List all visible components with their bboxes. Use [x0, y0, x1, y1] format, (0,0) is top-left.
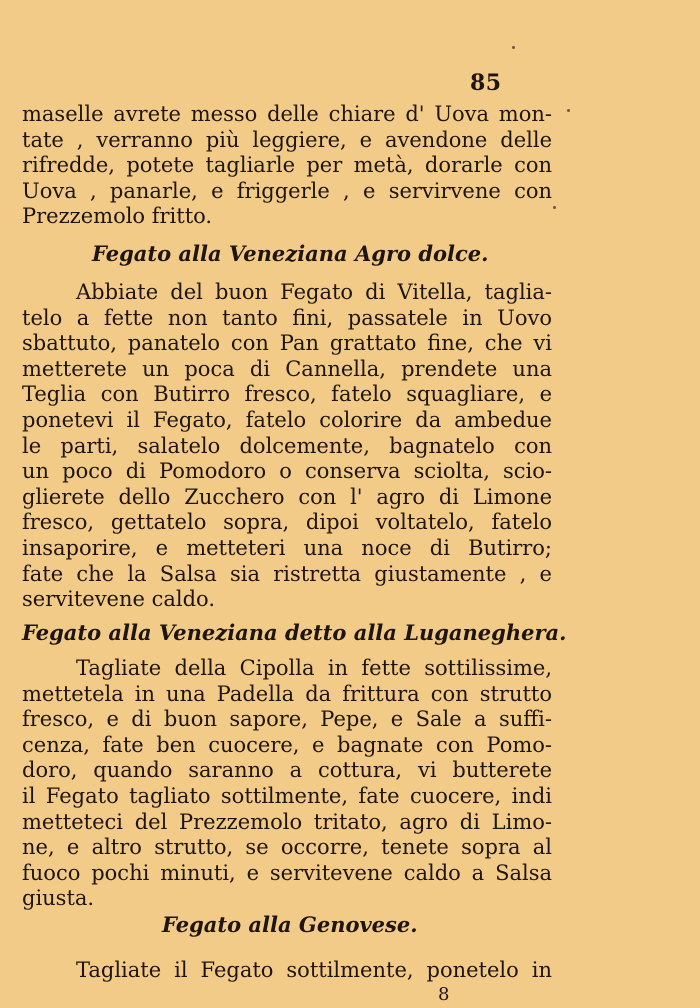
- text-line: ne, e altro strutto, se occorre, tenete sopra al: [22, 835, 552, 860]
- paper-speck: [567, 109, 570, 112]
- recipe-paragraph: [22, 656, 552, 912]
- text-line: Prezzemolo fritto.: [22, 204, 213, 229]
- text-line: Teglia con Butirro fresco, fatelo squagliare, e: [22, 382, 552, 407]
- text-line: giusta.: [22, 886, 95, 911]
- text-line: Tagliate il Fegato sottilmente, ponetelo in: [76, 958, 552, 982]
- text-line: fresco, gettatelo sopra, dipoi voltatelo, fatelo: [22, 510, 552, 535]
- paper-speck: [553, 206, 556, 209]
- text-line: fresco, e di buon sapore, Pepe, e Sale a suffi-: [22, 707, 552, 732]
- text-line: sbattuto, panatelo con Pan grattato fine, che vi: [22, 331, 552, 356]
- text-line: ponetevi il Fegato, fatelo colorire da ambedue: [22, 407, 552, 432]
- text-line: maselle avrete messo delle chiare d' Uova mon-: [22, 102, 552, 126]
- text-line: servitevene caldo.: [22, 587, 215, 612]
- recipe-paragraph: [22, 958, 552, 984]
- text-line: Uova , panarle, e friggerle , e servirvene con: [22, 178, 552, 203]
- paper-speck: [512, 46, 515, 49]
- text-line: insaporire, e metteteri una noce di Butirro;: [22, 535, 552, 560]
- text-line: tate , verranno più leggiere, e avendone delle: [22, 127, 552, 152]
- recipe-paragraph: [22, 280, 552, 613]
- text-line: fuoco pochi minuti, e servitevene caldo a Salsa: [22, 860, 552, 885]
- text-line: metterete un poca di Cannella, prendete una: [22, 356, 552, 381]
- text-line: le parti, salatelo dolcemente, bagnatelo con: [22, 433, 552, 458]
- text-line: fate che la Salsa sia ristretta giustamente , e: [22, 561, 552, 586]
- text-line: metteteci del Prezzemolo tritato, agro di Limo-: [22, 809, 552, 834]
- recipe-title: Fegato alla Genovese.: [162, 912, 418, 937]
- signature-mark: 8: [438, 984, 450, 1005]
- intro-paragraph: [22, 102, 552, 230]
- text-line: doro, quando saranno a cottura, vi butterete: [22, 758, 552, 783]
- text-line: Tagliate della Cipolla in fette sottilissime,: [76, 656, 552, 680]
- text-line: glierete dello Zucchero con l' agro di Limone: [22, 484, 552, 509]
- recipe-title: Fegato alla Veneziana detto alla Luganeghera.: [22, 620, 567, 645]
- text-line: Abbiate del buon Fegato di Vitella, taglia-: [76, 280, 552, 304]
- text-line: mettetela in una Padella da frittura con strutto: [22, 681, 552, 706]
- text-line: telo a fette non tanto fini, passatele in Uovo: [22, 305, 552, 330]
- text-line: rifredde, potete tagliarle per metà, dorarle con: [22, 153, 552, 178]
- recipe-title: Fegato alla Veneziana Agro dolce.: [92, 241, 489, 266]
- text-line: il Fegato tagliato sottilmente, fate cuocere, indi: [22, 783, 552, 808]
- page-number: 85: [470, 70, 502, 96]
- text-line: cenza, fate ben cuocere, e bagnate con Pomo-: [22, 732, 552, 757]
- text-line: un poco di Pomodoro o conserva sciolta, scio-: [22, 459, 552, 484]
